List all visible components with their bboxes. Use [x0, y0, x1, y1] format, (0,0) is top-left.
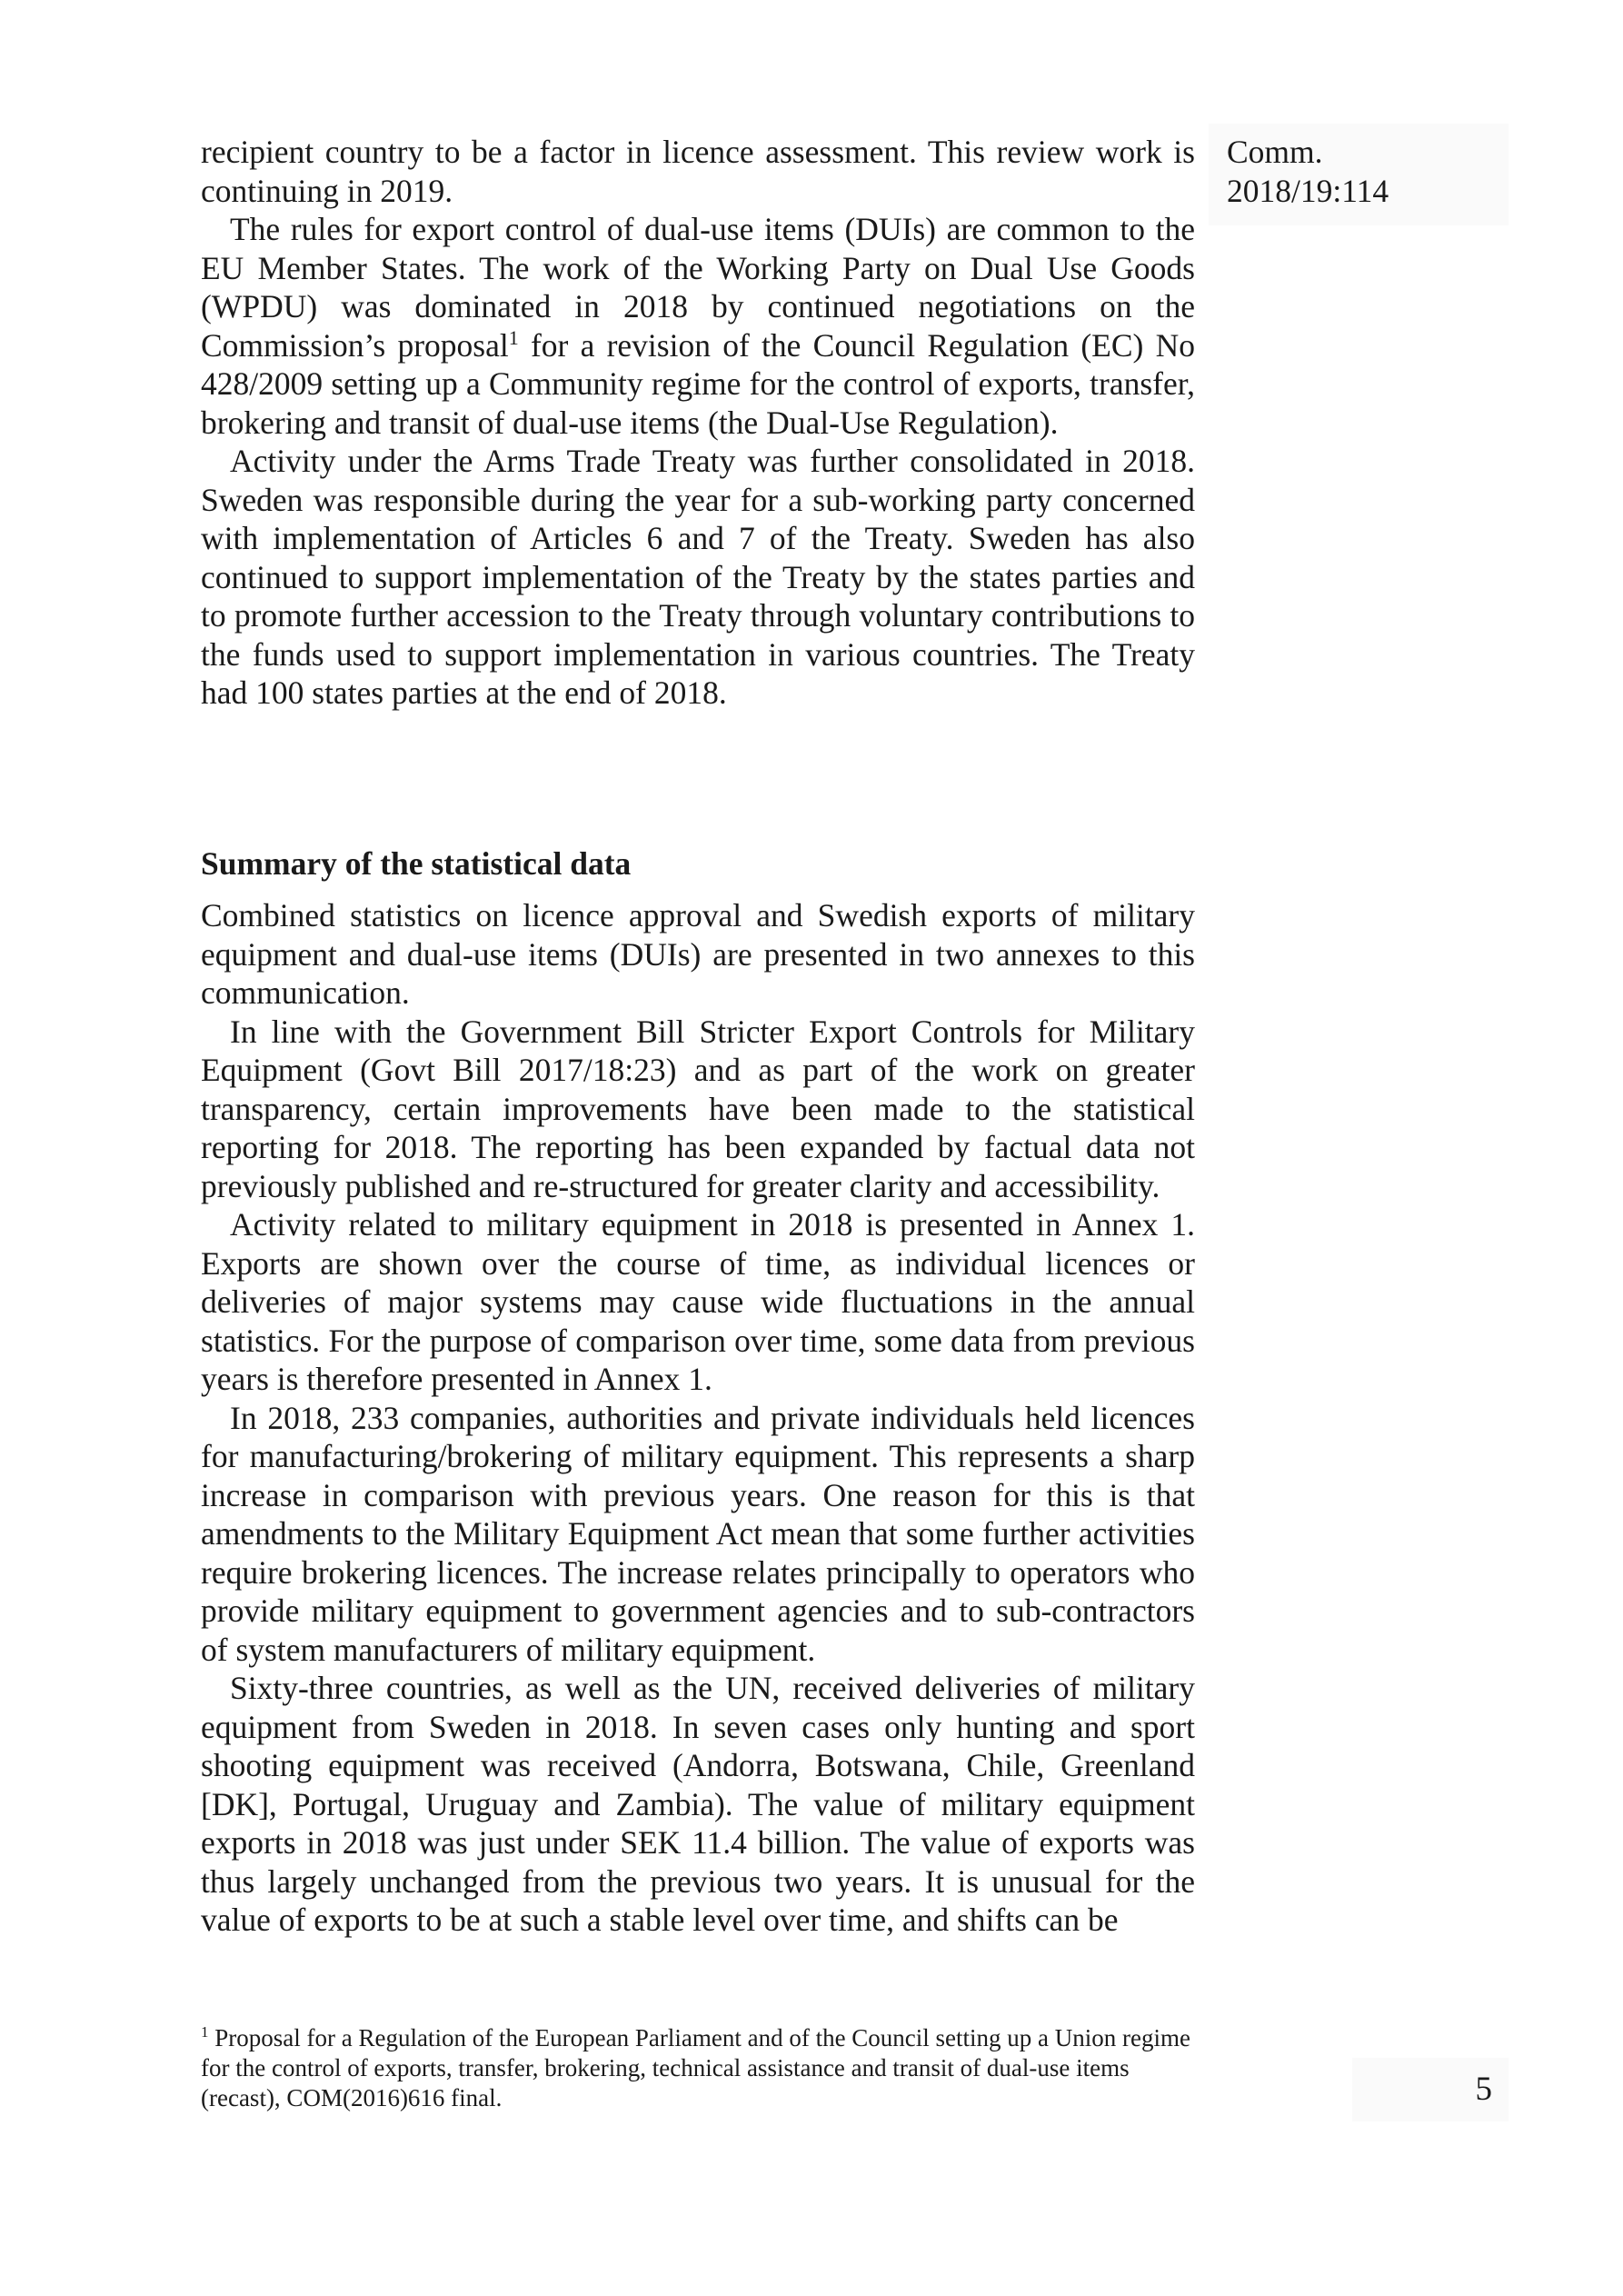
paragraph	[201, 133, 1195, 210]
paragraph-text: Activity under the Arms Trade Treaty was further consolidated in 2018. Sweden was responsible during the year for a sub-working party concerned with implementation of Articles 6 and 7 of the Treaty. Sweden has also continued to support implementation of the Treaty by the states parties and to promote further accession to the Treaty through voluntary contributions to the funds used to support implementation in various countries. The Treaty had 100 states parties at the end of 2018.	[201, 443, 1195, 711]
section-heading: Summary of the statistical data	[201, 845, 632, 882]
footnote	[201, 2023, 1195, 2113]
paragraph: In line with the Government Bill Stricter Export Controls for Military Equipment (Govt Bill 2017/18:23) and as part of the work on greater transparency, certain improvements have been made to the statistical reporting for 2018. The reporting has been expanded by factual data not previously published and re-structured for greater clarity and accessibility.	[201, 1013, 1195, 1204]
paragraph-text: recipient country to be a factor in licence assessment. This review work is continuing in 2019.	[201, 134, 1195, 209]
paragraph: Activity related to military equipment in 2018 is presented in Annex 1. Exports are shown over the course of time, as individual licences or deliveries of major systems may cause wide fluctuations in the annual statistics. For the purpose of comparison over time, some data from previous years is therefore presented in Annex 1.	[201, 1206, 1195, 1397]
footnote-reference[interactable]: 1	[508, 325, 519, 349]
paragraph: In 2018, 233 companies, authorities and private individuals held licences for manufacturing/brokering of military equipment. This represents a sharp increase in comparison with previous years. One reason for this is that amendments to the Military Equipment Act mean that some further activities require brokering licences. The increase relates principally to operators who provide military equipment to government agencies and to sub-contractors of system manufacturers of military equipment.	[201, 1399, 1195, 1668]
footnote-marker: 1	[201, 2023, 209, 2041]
page-number: 5	[1352, 2058, 1508, 2121]
document-reference	[1209, 124, 1508, 225]
paragraph	[201, 210, 1195, 442]
paragraph-text: The rules for export control of dual-use items (DUIs) are common to the EU Member States. The work of the Working Party on Dual Use Goods (WPDU) was dominated in 2018 by continued negotiations on the Commission’s proposal	[201, 211, 1195, 364]
paragraph	[201, 442, 1195, 713]
paragraph-text-continued: for a revision of the Council Regulation (EC) No 428/2009 setting up a Community regime for the control of exports, transfer, brokering and transit of dual-use items (the Dual-Use Regulation).	[201, 326, 1195, 441]
document-reference-line1: Comm.	[1227, 134, 1323, 170]
body-text-section	[201, 896, 1195, 1940]
paragraph: Combined statistics on licence approval and Swedish exports of military equipment and dual-use items (DUIs) are presented in two annexes to this communication.	[201, 897, 1195, 1011]
footnote-text: Proposal for a Regulation of the European Parliament and of the Council setting up a Union regime for the control of exports, transfer, brokering, technical assistance and transit of dual-use items (recast), COM(2016)616 final.	[201, 2024, 1190, 2111]
paragraph: Sixty-three countries, as well as the UN, received deliveries of military equipment from Sweden in 2018. In seven cases only hunting and sport shooting equipment was received (Andorra, Botswana, Chile, Greenland [DK], Portugal, Uruguay and Zambia). The value of military equipment exports in 2018 was just under SEK 11.4 billion. The value of exports was thus largely unchanged from the previous two years. It is unusual for the value of exports to be at such a stable level over time, and shifts can be	[201, 1670, 1195, 1938]
body-text-top	[201, 133, 1195, 713]
document-reference-line2: 2018/19:114	[1227, 172, 1389, 209]
